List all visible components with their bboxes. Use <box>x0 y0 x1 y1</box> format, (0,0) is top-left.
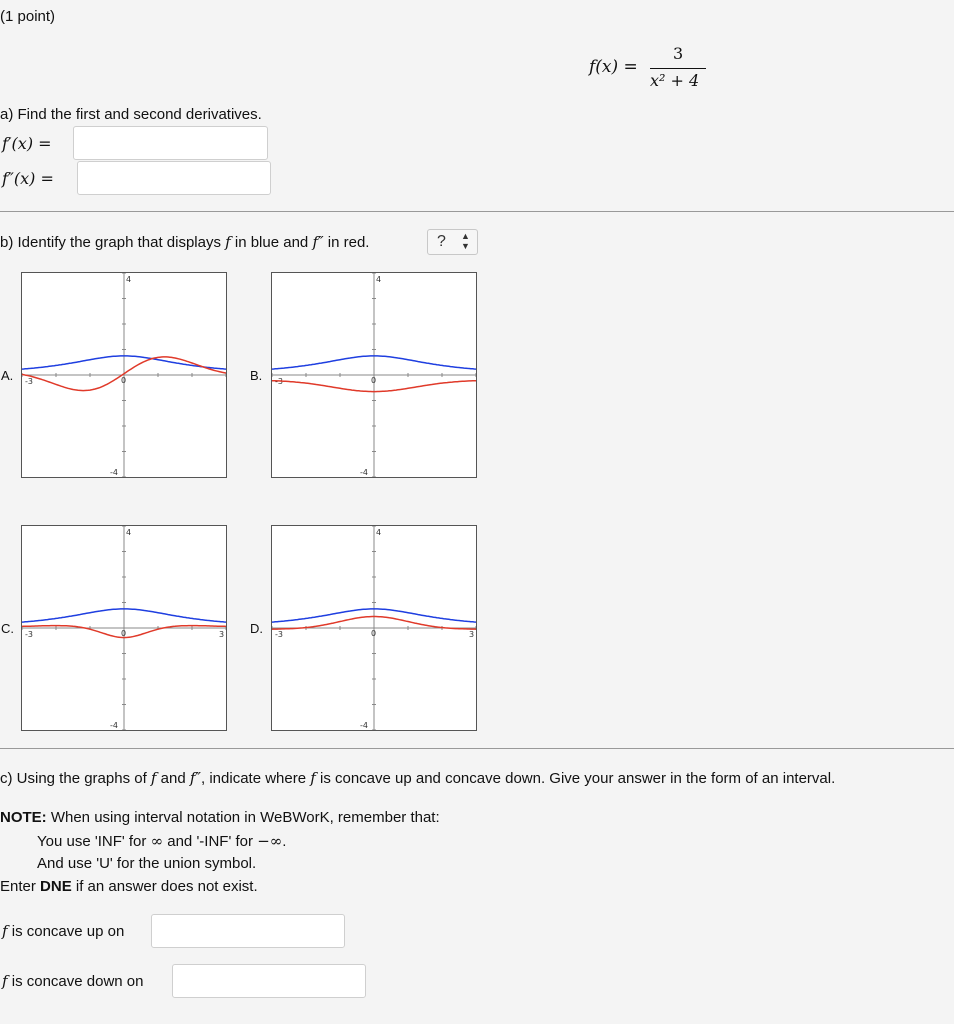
tick-label-xmin: -3 <box>25 377 33 386</box>
graph-d-label: D. <box>250 621 263 636</box>
concave-down-label: f is concave down on <box>2 972 144 990</box>
note: NOTE: When using interval notation in WeBWorK, remember that: <box>0 809 440 826</box>
graph-b[interactable] <box>271 272 477 478</box>
tick-label-origin: 0 <box>371 629 377 638</box>
tick-label-xmin: -3 <box>275 377 283 386</box>
tick-label-ymin: -4 <box>360 721 368 730</box>
tick-label-origin: 0 <box>121 629 127 638</box>
part-b-prompt: b) Identify the graph that displays f in blue and f″ in red. <box>0 233 370 251</box>
fsecond-input[interactable] <box>77 161 271 195</box>
function-lhs: f(x) = <box>589 57 638 77</box>
tick-label-ymax: 4 <box>376 528 382 537</box>
graph-a-label: A. <box>1 368 14 383</box>
tick-label-ymin: -4 <box>110 721 118 730</box>
concave-up-label: f is concave up on <box>2 922 125 940</box>
tick-label-xmax: 3 <box>469 630 475 639</box>
tick-label-ymin: -4 <box>110 468 118 477</box>
fsecond-label: f″(x) = <box>2 169 54 188</box>
graph-plot <box>272 273 476 477</box>
fraction-bar <box>650 68 706 69</box>
tick-label-xmax: 3 <box>219 630 225 639</box>
function-numerator: 3 <box>673 44 684 63</box>
select-arrows-icon: ▲ ▼ <box>461 231 470 251</box>
graph-a[interactable] <box>21 272 227 478</box>
concave-down-input[interactable] <box>172 964 366 998</box>
tick-label-origin: 0 <box>371 376 377 385</box>
divider-2 <box>0 748 954 749</box>
note-line-dne: Enter DNE if an answer does not exist. <box>0 878 258 895</box>
tick-label-ymin: -4 <box>360 468 368 477</box>
tick-label-ymax: 4 <box>376 275 382 284</box>
graph-c[interactable] <box>21 525 227 731</box>
part-a-prompt: a) Find the first and second derivatives. <box>0 106 262 123</box>
graph-b-label: B. <box>250 368 263 383</box>
points-label: (1 point) <box>0 8 56 25</box>
part-c-prompt: c) Using the graphs of f and f″, indicate where f is concave up and concave down. Give your answer in the form of an interval. <box>0 769 836 787</box>
tick-label-xmin: -3 <box>275 630 283 639</box>
tick-label-xmin: -3 <box>25 630 33 639</box>
divider-1 <box>0 211 954 212</box>
graph-plot <box>22 273 226 477</box>
fprime-label: f′(x) = <box>2 134 52 153</box>
graph-c-label: C. <box>1 621 14 636</box>
graph-plot <box>22 526 226 730</box>
graph-d[interactable] <box>271 525 477 731</box>
tick-label-ymax: 4 <box>126 275 132 284</box>
graph-select[interactable]: ? ▲ ▼ <box>427 229 478 255</box>
function-denominator: x² + 4 <box>650 71 700 90</box>
tick-label-origin: 0 <box>121 376 127 385</box>
graph-plot <box>272 526 476 730</box>
tick-label-ymax: 4 <box>126 528 132 537</box>
concave-up-input[interactable] <box>151 914 345 948</box>
note-line-inf: You use 'INF' for ∞ and '-INF' for −∞. <box>37 832 287 850</box>
fprime-input[interactable] <box>73 126 268 160</box>
note-line-union: And use 'U' for the union symbol. <box>37 855 257 872</box>
